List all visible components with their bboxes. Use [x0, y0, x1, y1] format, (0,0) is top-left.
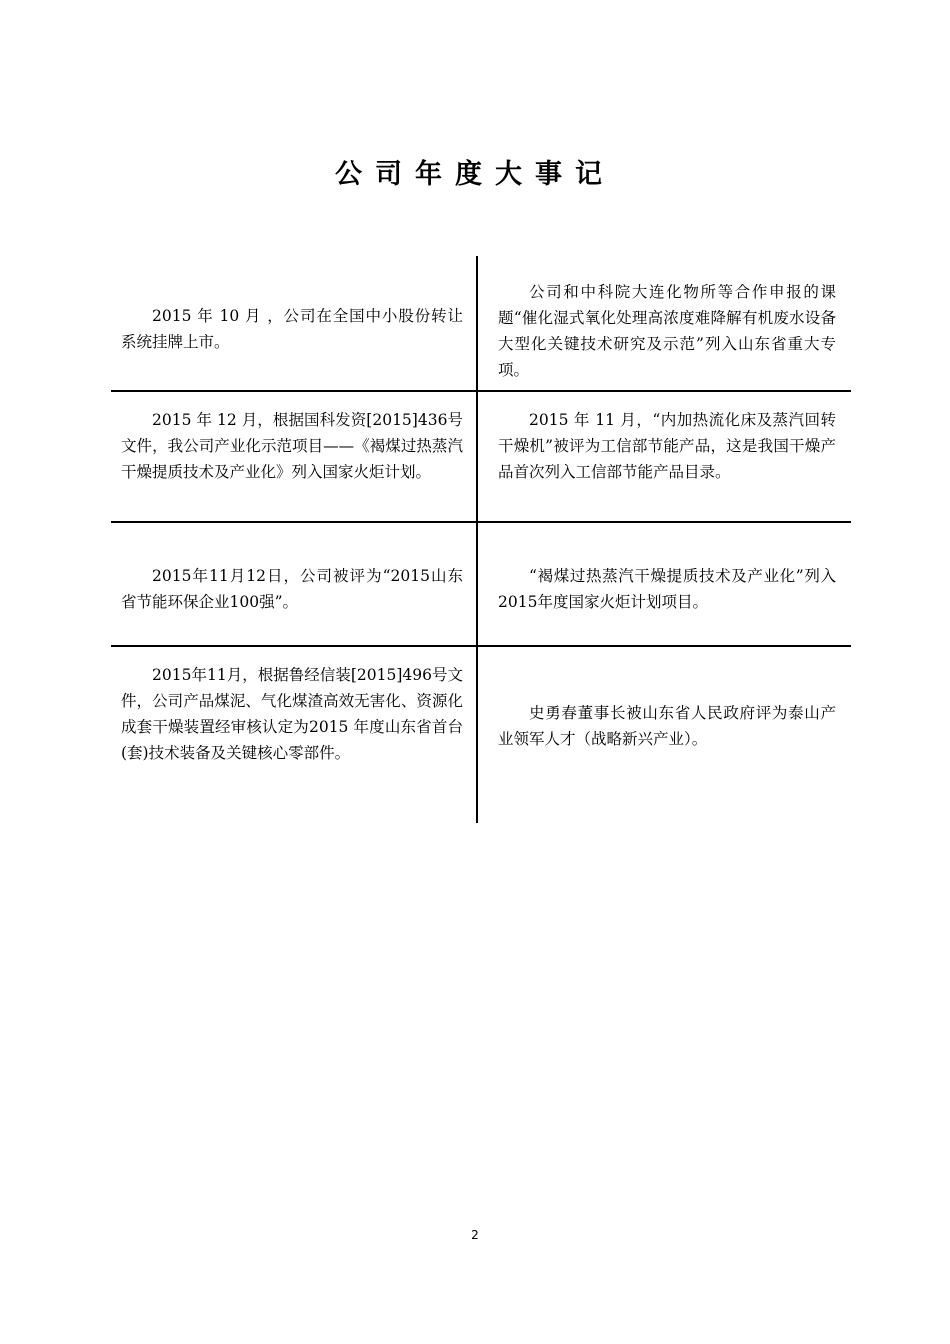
row-divider	[111, 645, 851, 647]
event-entry: “褐煤过热蒸汽干燥提质技术及产业化”列入2015年度国家火炬计划项目。	[498, 567, 836, 611]
event-entry: 2015年11月12日，公司被评为“2015山东省节能环保企业100强”。	[121, 567, 463, 611]
column-divider	[476, 256, 478, 823]
event-entry: 2015 年 12 月，根据国科发资[2015]436号文件，我公司产业化示范项目——《褐煤过热蒸汽干燥提质技术及产业化》列入国家火炬计划。	[121, 411, 463, 481]
event-entry: 2015 年 10 月 ，公司在全国中小股份转让系统挂牌上市。	[121, 307, 463, 351]
event-entry: 2015年11月，根据鲁经信装[2015]496号文件，公司产品煤泥、气化煤渣高效无害化、资源化成套干燥装置经审核认定为2015 年度山东省首台(套)技术装备及关键核心零部件。	[121, 666, 463, 762]
event-entry: 公司和中科院大连化物所等合作申报的课题“催化湿式氧化处理高浓度难降解有机废水设备大型化关键技术研究及示范”列入山东省重大专项。	[498, 283, 836, 379]
row-divider	[111, 521, 851, 523]
event-entry: 史勇春董事长被山东省人民政府评为泰山产业领军人才（战略新兴产业）。	[498, 704, 836, 748]
page-title: 公司年度大事记	[335, 159, 615, 190]
page-number: 2	[471, 1228, 479, 1242]
row-divider	[111, 390, 851, 392]
event-entry: 2015 年 11 月，“内加热流化床及蒸汽回转干燥机”被评为工信部节能产品，这是我国干燥产品首次列入工信部节能产品目录。	[498, 411, 836, 481]
